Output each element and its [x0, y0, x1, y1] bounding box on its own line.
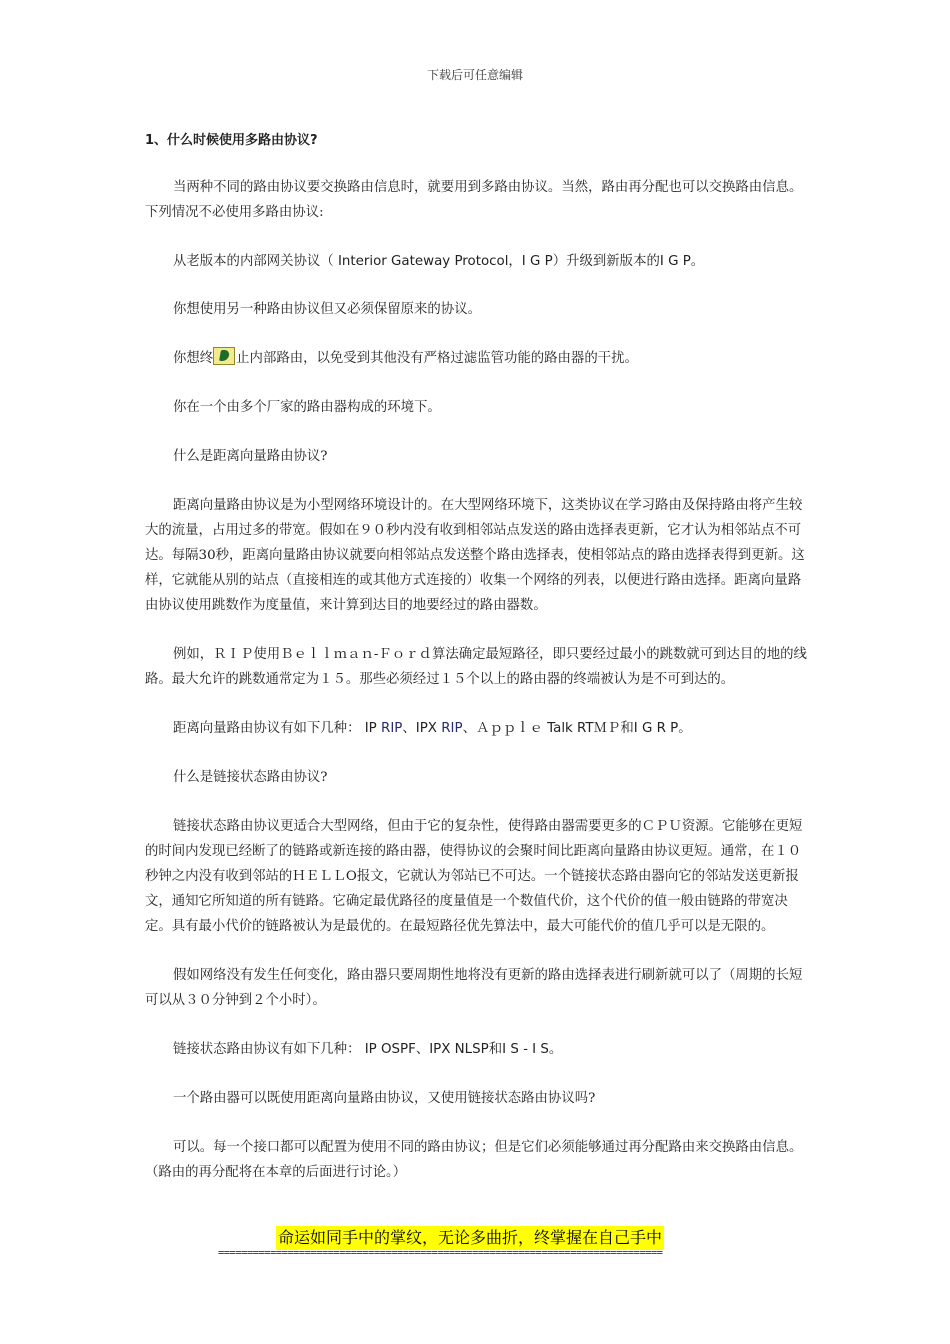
paragraph-ls-protocols [145, 1037, 807, 1062]
text-segment: 止内部路由，以免受到其他没有严格过滤监管功能的路由器的干扰。 [236, 351, 638, 366]
igp-abbr: I G P [659, 254, 691, 269]
paragraph-no-change: 假如网络没有发生任何变化，路由器只要周期性地将没有更新的路由选择表进行刷新就可以了（周期的长短可以从３０分钟到２个小时）。 [145, 968, 803, 1008]
text-segment: 从老版本的内部网关协议（ [173, 254, 334, 269]
question-distance-vector: 什么是距离向量路由协议? [173, 449, 328, 464]
footer-separator: ============================================================================= [218, 1247, 663, 1259]
text-segment: 你想终 [173, 351, 214, 366]
document-body [145, 128, 807, 1209]
paragraph-distance-vector: 距离向量路由协议是为小型网络环境设计的。在大型网络环境下，这类协议在学习路由及保持路由将产生较大的流量，占用过多的带宽。假如在９０秒内没有收到相邻站点发送的路由选择表更新，它才认为相邻站点不可达。每隔30秒，距离向量路由协议就要向相邻站点发送整个路由选择表，使相邻站点的路由选择表得到更新。这样，它就能从别的站点（直接相连的或其他方式连接的）收集一个网络的列表，以便进行路由选择。距离向量路由协议使用跳数作为度量值，来计算到达目的地要经过的路由器数。 [145, 498, 805, 613]
paragraph-stop-routing [145, 346, 807, 371]
green-arrow-icon [213, 347, 235, 365]
text-segment: 距离向量路由协议有如下几种： [173, 721, 361, 736]
text-segment: 。 [678, 721, 692, 736]
paragraph-intro: 当两种不同的路由协议要交换路由信息时，就要用到多路由协议。当然，路由再分配也可以交换路由信息。下列情况不必使用多路由协议: [145, 180, 803, 220]
paragraph-igp-upgrade [145, 249, 807, 274]
text-segment: 。 [690, 254, 705, 269]
text-segment: 链接状态路由协议有如下几种： [173, 1042, 361, 1057]
paragraph-dv-protocols [145, 716, 807, 741]
text-segment: 和 [620, 721, 634, 736]
ospf-term: IP OSPF、IPX NLSP [360, 1042, 489, 1057]
igp-term: Interior Gateway Protocol，I G P [333, 254, 553, 269]
footer-slogan: 命运如同手中的掌纹，无论多曲折，终掌握在自己手中 [276, 1226, 664, 1250]
isis-term: I S - I S [502, 1042, 549, 1057]
rip-link[interactable]: RIP [441, 721, 463, 736]
ip-term: IP [360, 721, 382, 736]
section-title: 1、什么时候使用多路由协议? [145, 133, 318, 148]
page-header: 下载后可任意编辑 [426, 68, 523, 82]
text-segment: 和 [488, 1042, 503, 1057]
igrp-term: I G R P [633, 721, 679, 736]
text-segment: 。 [548, 1042, 563, 1057]
paragraph-link-state: 链接状态路由协议更适合大型网络，但由于它的复杂性，使得路由器需要更多的ＣＰＵ资源。它能够在更短的时间内发现已经断了的链路或新连接的路由器，使得协议的会聚时间比距离向量路由协议更短。通常，在１０秒钟之内没有收到邻站的ＨＥＬＬO报文，它就认为邻站已不可达。一个链接状态路由器向它的邻站发送更新报文，通知它所知道的所有链路。它确定最优路径的度量值是一个数值代价，这个代价的值一般由链路的带宽决定。具有最小代价的链路被认为是最优的。在最短路径优先算法中，最大可能代价的值几乎可以是无限的。 [145, 819, 803, 934]
paragraph-answer: 可以。每一个接口都可以配置为使用不同的路由协议；但是它们必须能够通过再分配路由来交换路由信息。（路由的再分配将在本章的后面进行讨论。） [145, 1140, 803, 1180]
rip-link[interactable]: RIP [381, 721, 403, 736]
ipx-term: 、IPX [402, 721, 442, 736]
paragraph-rip-example: 例如，ＲＩＰ使用Ｂｅｌｌｍａｎ-Ｆｏｒｄ算法确定最短路径，即只要经过最小的跳数就可到达目的地的线路。最大允许的跳数通常定为１５。那些必须经过１５个以上的路由器的终端被认为是不可到达的。 [145, 647, 807, 687]
question-both-protocols: 一个路由器可以既使用距离向量路由协议，又使用链接状态路由协议吗? [173, 1091, 596, 1106]
paragraph-multivendor: 你在一个由多个厂家的路由器构成的环境下。 [173, 400, 441, 415]
appletalk-term: 、Ａｐｐｌｅ Talk RTＭＰ [462, 721, 621, 736]
text-segment: ）升级到新版本的 [552, 254, 660, 269]
question-link-state: 什么是链接状态路由协议? [173, 770, 328, 785]
paragraph-keep-protocol: 你想使用另一种路由协议但又必须保留原来的协议。 [173, 302, 481, 317]
